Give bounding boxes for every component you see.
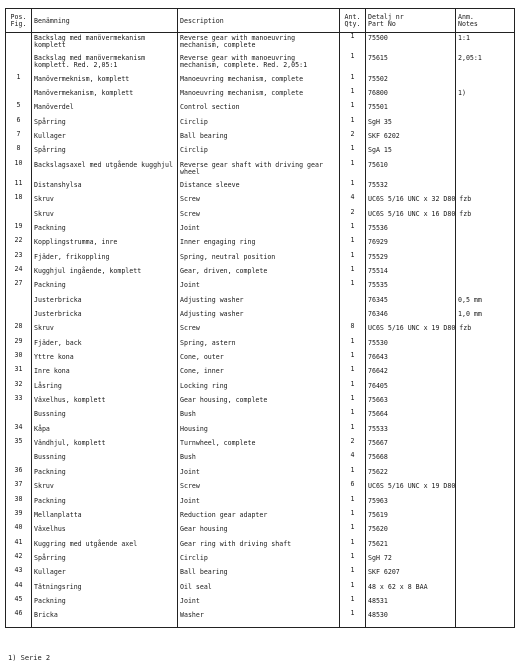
description-cell: Circlip [178, 145, 340, 159]
notes-cell [456, 280, 515, 294]
part-no-cell: 75500 [366, 33, 456, 54]
description-cell: Turnwheel, complete [178, 438, 340, 452]
qty-cell: 2 [340, 209, 366, 223]
name-cell: Manövermeknism, komplett [32, 74, 178, 88]
notes-cell [456, 237, 515, 251]
notes-cell: 1) [456, 88, 515, 102]
name-cell: Kullager [32, 567, 178, 581]
part-no-cell: 75620 [366, 524, 456, 538]
notes-cell [456, 395, 515, 409]
notes-cell [456, 582, 515, 596]
pos-cell: 1 [6, 74, 32, 88]
description-cell: Reduction gear adapter [178, 510, 340, 524]
part-no-cell: 75501 [366, 102, 456, 116]
description-cell: Spring, astern [178, 338, 340, 352]
pos-cell: 35 [6, 438, 32, 452]
header-part-line1: Detalj nr [368, 13, 404, 22]
pos-cell: 19 [6, 223, 32, 237]
part-no-cell: 75621 [366, 539, 456, 553]
notes-cell [456, 567, 515, 581]
description-cell: Housing [178, 424, 340, 438]
qty-cell: 1 [340, 596, 366, 610]
notes-cell [456, 610, 515, 628]
header-qty [340, 9, 366, 33]
pos-cell: 46 [6, 610, 32, 628]
table-row [6, 567, 515, 581]
notes-cell [456, 338, 515, 352]
part-no-cell: 76800 [366, 88, 456, 102]
table-row [6, 524, 515, 538]
table-row [6, 145, 515, 159]
name-cell: Bussning [32, 452, 178, 466]
qty-cell: 2 [340, 438, 366, 452]
pos-cell: 43 [6, 567, 32, 581]
pos-cell: 39 [6, 510, 32, 524]
notes-cell [456, 252, 515, 266]
notes-cell [456, 131, 515, 145]
part-no-cell: 76643 [366, 352, 456, 366]
name-cell: Fjäder, frikoppling [32, 252, 178, 266]
qty-cell: 4 [340, 452, 366, 466]
pos-cell: 34 [6, 424, 32, 438]
name-cell: Packning [32, 467, 178, 481]
header-description-label: Description [180, 16, 224, 25]
name-cell: Manöverdel [32, 102, 178, 116]
notes-cell [456, 102, 515, 116]
notes-cell [456, 180, 515, 194]
description-cell: Ball bearing [178, 131, 340, 145]
qty-cell: 1 [340, 237, 366, 251]
description-cell: Washer [178, 610, 340, 628]
parts-table [5, 8, 515, 628]
table-row [6, 323, 515, 337]
notes-cell [456, 424, 515, 438]
description-cell: Control section [178, 102, 340, 116]
notes-cell [456, 539, 515, 553]
name-cell: Växelhus [32, 524, 178, 538]
description-cell: Manoeuvring mechanism, complete [178, 74, 340, 88]
part-no-cell: 75663 [366, 395, 456, 409]
name-cell: Skruv [32, 209, 178, 223]
part-no-cell: 75615 [366, 53, 456, 73]
pos-cell [6, 295, 32, 309]
notes-cell: 2,05:1 [456, 53, 515, 73]
table-row [6, 481, 515, 495]
table-row [6, 596, 515, 610]
qty-cell: 1 [340, 409, 366, 423]
qty-cell: 1 [340, 145, 366, 159]
notes-cell [456, 467, 515, 481]
part-no-cell: UC6S 5/16 UNC x 19 D80 [366, 481, 456, 495]
pos-cell: 29 [6, 338, 32, 352]
notes-cell [456, 409, 515, 423]
part-no-cell: 48530 [366, 610, 456, 628]
header-notes-line1: Anm. [458, 13, 474, 22]
table-row [6, 88, 515, 102]
notes-cell [456, 74, 515, 88]
part-no-cell: SKF 6202 [366, 131, 456, 145]
header-qty-line2: Qty. [344, 19, 361, 28]
description-cell: Joint [178, 280, 340, 294]
part-no-cell: 76642 [366, 366, 456, 380]
description-cell: Inner engaging ring [178, 237, 340, 251]
name-cell: Spårring [32, 553, 178, 567]
header-pos-line1: Pos. [10, 12, 27, 21]
table-row [6, 610, 515, 628]
qty-cell: 6 [340, 481, 366, 495]
pos-cell: 32 [6, 381, 32, 395]
name-cell: Skruv [32, 323, 178, 337]
description-cell: Gear housing, complete [178, 395, 340, 409]
part-no-cell: 75533 [366, 424, 456, 438]
notes-cell [456, 481, 515, 495]
header-notes-line2: Notes [458, 20, 478, 28]
name-cell: Justerbricka [32, 295, 178, 309]
qty-cell: 1 [340, 610, 366, 628]
description-cell: Locking ring [178, 381, 340, 395]
notes-cell [456, 223, 515, 237]
qty-cell: 1 [340, 160, 366, 180]
description-cell: Ball bearing [178, 567, 340, 581]
part-no-cell: 76346 [366, 309, 456, 323]
notes-cell [456, 496, 515, 510]
table-row [6, 237, 515, 251]
name-cell: Spårring [32, 145, 178, 159]
table-row [6, 252, 515, 266]
description-cell: Manoeuvring mechanism, complete [178, 88, 340, 102]
table-row [6, 352, 515, 366]
part-no-cell: SgH 72 [366, 553, 456, 567]
header-description [178, 9, 340, 33]
header-pos-line2: Fig. [10, 19, 27, 28]
part-no-cell: 75619 [366, 510, 456, 524]
table-row [6, 467, 515, 481]
qty-cell: 1 [340, 553, 366, 567]
description-cell: Bush [178, 409, 340, 423]
pos-cell [6, 53, 32, 73]
part-no-cell: SgH 35 [366, 117, 456, 131]
pos-cell: 28 [6, 323, 32, 337]
header-part-line2: Part No [368, 20, 396, 28]
description-cell: Circlip [178, 117, 340, 131]
description-cell: Adjusting washer [178, 309, 340, 323]
part-no-cell: 76345 [366, 295, 456, 309]
description-cell: Screw [178, 481, 340, 495]
pos-cell: 44 [6, 582, 32, 596]
part-no-cell: UC6S 5/16 UNC x 16 D80 fzb [366, 209, 456, 223]
pos-cell: 7 [6, 131, 32, 145]
pos-cell: 45 [6, 596, 32, 610]
name-cell: Mellanplatta [32, 510, 178, 524]
table-row [6, 553, 515, 567]
notes-cell [456, 452, 515, 466]
notes-cell [456, 596, 515, 610]
part-no-cell: UC6S 5/16 UNC x 19 D80 fzb [366, 323, 456, 337]
name-cell: Packning [32, 496, 178, 510]
description-cell: Adjusting washer [178, 295, 340, 309]
name-cell: Kugghjul ingående, komplett [32, 266, 178, 280]
name-cell: Manövermekanism, komplett [32, 88, 178, 102]
qty-cell: 1 [340, 366, 366, 380]
notes-cell [456, 524, 515, 538]
description-cell: Joint [178, 223, 340, 237]
qty-cell: 1 [340, 102, 366, 116]
pos-cell [6, 452, 32, 466]
notes-cell [456, 553, 515, 567]
notes-cell [456, 145, 515, 159]
table-row [6, 209, 515, 223]
description-cell: Screw [178, 209, 340, 223]
table-row [6, 74, 515, 88]
part-no-cell: 48531 [366, 596, 456, 610]
table-row [6, 309, 515, 323]
name-cell: Packning [32, 596, 178, 610]
name-cell: Skruv [32, 481, 178, 495]
table-row [6, 452, 515, 466]
part-no-cell: 75664 [366, 409, 456, 423]
qty-cell: 1 [340, 88, 366, 102]
table-row [6, 409, 515, 423]
footnote: 1) Serie 2 [8, 654, 51, 662]
pos-cell: 33 [6, 395, 32, 409]
description-cell: Reverse gear shaft with driving gear wheel [178, 160, 340, 180]
description-cell: Cone, inner [178, 366, 340, 380]
part-no-cell: 76929 [366, 237, 456, 251]
qty-cell: 1 [340, 496, 366, 510]
notes-cell [456, 266, 515, 280]
description-cell: Joint [178, 496, 340, 510]
table-row [6, 338, 515, 352]
part-no-cell: 76405 [366, 381, 456, 395]
qty-cell: 1 [340, 539, 366, 553]
part-no-cell: UC6S 5/16 UNC x 32 D80 fzb [366, 194, 456, 208]
description-cell: Cone, outer [178, 352, 340, 366]
description-cell: Distance sleeve [178, 180, 340, 194]
name-cell: Spårring [32, 117, 178, 131]
name-cell: Fjäder, back [32, 338, 178, 352]
pos-cell: 11 [6, 180, 32, 194]
part-no-cell: 75535 [366, 280, 456, 294]
part-no-cell: 75530 [366, 338, 456, 352]
description-cell: Joint [178, 596, 340, 610]
qty-cell: 1 [340, 117, 366, 131]
notes-cell [456, 117, 515, 131]
table-row [6, 266, 515, 280]
qty-cell: 1 [340, 53, 366, 73]
qty-cell: 1 [340, 74, 366, 88]
part-no-cell: 75529 [366, 252, 456, 266]
description-cell: Gear, driven, complete [178, 266, 340, 280]
header-pos [6, 9, 32, 33]
table-row [6, 117, 515, 131]
notes-cell [456, 366, 515, 380]
table-row [6, 539, 515, 553]
notes-cell: 1:1 [456, 33, 515, 54]
name-cell: Distanshylsa [32, 180, 178, 194]
notes-cell [456, 160, 515, 180]
header-name-label: Benämning [34, 16, 70, 25]
qty-cell: 1 [340, 352, 366, 366]
qty-cell: 1 [340, 467, 366, 481]
notes-cell: 0,5 mm [456, 295, 515, 309]
name-cell: Inre kona [32, 366, 178, 380]
part-no-cell: 75668 [366, 452, 456, 466]
qty-cell: 1 [340, 180, 366, 194]
pos-cell [6, 409, 32, 423]
part-no-cell: 75502 [366, 74, 456, 88]
name-cell: Bricka [32, 610, 178, 628]
notes-cell [456, 352, 515, 366]
part-no-cell: 75610 [366, 160, 456, 180]
qty-cell: 4 [340, 194, 366, 208]
pos-cell: 8 [6, 145, 32, 159]
table-row [6, 438, 515, 452]
table-row [6, 180, 515, 194]
pos-cell [6, 309, 32, 323]
name-cell: Backslag med manövermekanism komplett [32, 33, 178, 54]
table-row [6, 194, 515, 208]
pos-cell: 41 [6, 539, 32, 553]
description-cell: Oil seal [178, 582, 340, 596]
table-row [6, 496, 515, 510]
name-cell: Packning [32, 280, 178, 294]
header-name [32, 9, 178, 33]
part-no-cell: 75514 [366, 266, 456, 280]
pos-cell: 37 [6, 481, 32, 495]
qty-cell: 1 [340, 424, 366, 438]
name-cell: Tätningsring [32, 582, 178, 596]
description-cell: Reverse gear with manoeuvring mechanism, complete. Red. 2,05:1 [178, 53, 340, 73]
notes-cell [456, 510, 515, 524]
table-header-row [6, 9, 515, 33]
name-cell: Bussning [32, 409, 178, 423]
table-row [6, 295, 515, 309]
table-row [6, 160, 515, 180]
table-row [6, 395, 515, 409]
table-row [6, 131, 515, 145]
name-cell: Packning [32, 223, 178, 237]
header-part-no [366, 9, 456, 33]
table-row [6, 510, 515, 524]
pos-cell: 30 [6, 352, 32, 366]
table-row [6, 33, 515, 54]
pos-cell: 10 [6, 160, 32, 180]
description-cell: Gear ring with driving shaft [178, 539, 340, 553]
notes-cell [456, 381, 515, 395]
pos-cell: 24 [6, 266, 32, 280]
pos-cell: 23 [6, 252, 32, 266]
name-cell: Justerbricka [32, 309, 178, 323]
qty-cell: 1 [340, 567, 366, 581]
name-cell: Kåpa [32, 424, 178, 438]
pos-cell: 31 [6, 366, 32, 380]
part-no-cell: 75667 [366, 438, 456, 452]
pos-cell [6, 88, 32, 102]
qty-cell: 1 [340, 338, 366, 352]
qty-cell: 1 [340, 381, 366, 395]
qty-cell: 1 [340, 266, 366, 280]
table-row [6, 53, 515, 73]
table-row [6, 381, 515, 395]
pos-cell: 42 [6, 553, 32, 567]
description-cell: Circlip [178, 553, 340, 567]
description-cell: Bush [178, 452, 340, 466]
part-no-cell: 75622 [366, 467, 456, 481]
notes-cell [456, 438, 515, 452]
qty-cell: 1 [340, 582, 366, 596]
qty-cell: 2 [340, 131, 366, 145]
name-cell: Skruv [32, 194, 178, 208]
header-notes [456, 9, 515, 33]
name-cell: Låsring [32, 381, 178, 395]
pos-cell [6, 33, 32, 54]
name-cell: Backslagsaxel med utgående kugghjul [32, 160, 178, 180]
part-no-cell: 75532 [366, 180, 456, 194]
notes-cell: 1,0 mm [456, 309, 515, 323]
qty-cell [340, 295, 366, 309]
name-cell: Vändhjul, komplett [32, 438, 178, 452]
description-cell: Gear housing [178, 524, 340, 538]
pos-cell: 38 [6, 496, 32, 510]
part-no-cell: 48 x 62 x 8 BAA [366, 582, 456, 596]
description-cell: Spring, neutral position [178, 252, 340, 266]
qty-cell: 1 [340, 524, 366, 538]
table-row [6, 280, 515, 294]
table-row [6, 366, 515, 380]
pos-cell: 27 [6, 280, 32, 294]
table-row [6, 223, 515, 237]
description-cell: Reverse gear with manoeuvring mechanism, complete [178, 33, 340, 54]
part-no-cell: SgA 15 [366, 145, 456, 159]
part-no-cell: 75963 [366, 496, 456, 510]
name-cell: Kuggring med utgående axel [32, 539, 178, 553]
description-cell: Screw [178, 194, 340, 208]
pos-cell: 36 [6, 467, 32, 481]
name-cell: Växelhus, komplett [32, 395, 178, 409]
qty-cell: 1 [340, 510, 366, 524]
description-cell: Screw [178, 323, 340, 337]
qty-cell: 1 [340, 252, 366, 266]
qty-cell [340, 309, 366, 323]
part-no-cell: 75536 [366, 223, 456, 237]
qty-cell: 1 [340, 223, 366, 237]
header-qty-line1: Ant. [344, 12, 361, 21]
pos-cell: 6 [6, 117, 32, 131]
description-cell: Joint [178, 467, 340, 481]
pos-cell: 40 [6, 524, 32, 538]
qty-cell: 1 [340, 33, 366, 54]
name-cell: Kullager [32, 131, 178, 145]
qty-cell: 8 [340, 323, 366, 337]
pos-cell: 22 [6, 237, 32, 251]
pos-cell: 18 [6, 194, 32, 208]
name-cell: Kopplingstrumma, inre [32, 237, 178, 251]
pos-cell [6, 209, 32, 223]
table-row [6, 582, 515, 596]
part-no-cell: SKF 6207 [366, 567, 456, 581]
qty-cell: 1 [340, 280, 366, 294]
table-row [6, 102, 515, 116]
name-cell: Yttre kona [32, 352, 178, 366]
pos-cell: 5 [6, 102, 32, 116]
name-cell: Backslag med manövermekanism komplett. Red. 2,05:1 [32, 53, 178, 73]
table-row [6, 424, 515, 438]
qty-cell: 1 [340, 395, 366, 409]
